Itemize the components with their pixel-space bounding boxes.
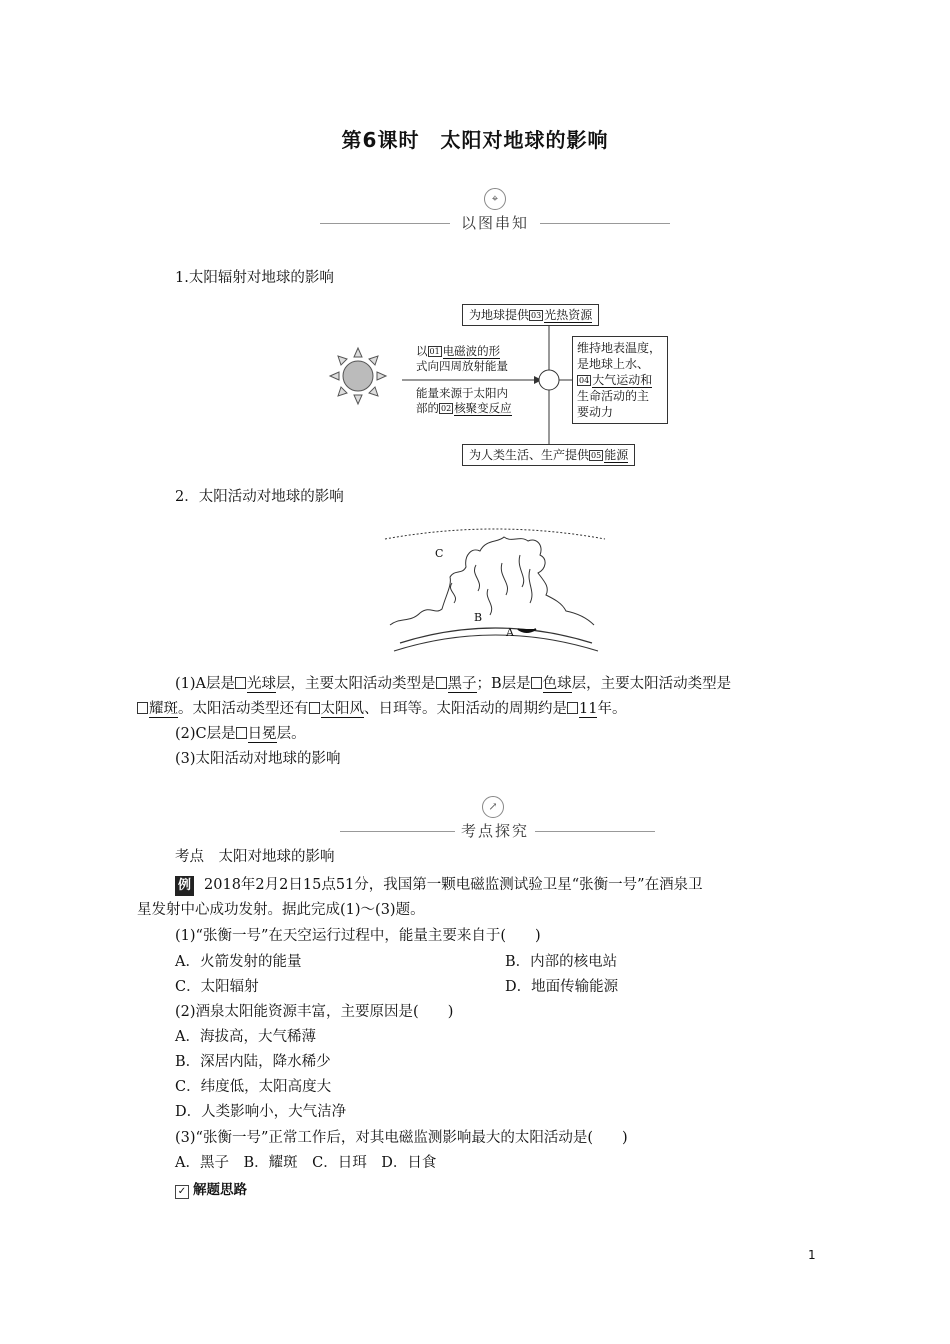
solar-radiation-diagram (320, 300, 660, 470)
item1-heading: 1.太阳辐射对地球的影响 (175, 270, 334, 286)
jieti-heading: ✓ 解题思路 (175, 1180, 247, 1200)
sun-icon (330, 348, 386, 404)
label-c: C (435, 547, 444, 560)
page-title: 第6课时 太阳对地球的影响 (341, 128, 609, 152)
option-1c: C．太阳辐射 (175, 979, 259, 995)
option-2b: B．深居内陆，降水稀少 (175, 1054, 331, 1070)
bottom-box: 为人类生活、生产提供 05 能源 (462, 444, 635, 466)
right-box: 维持地表温度， 是地球上水、 04 大气运动和 生命活动的主 要动力 (572, 336, 668, 424)
checkbox-icon: ✓ (175, 1185, 189, 1199)
option-2a: A．海拔高，大气稀薄 (175, 1029, 316, 1045)
option-1b: B．内部的核电站 (505, 954, 618, 970)
kaodian-heading: 考点 太阳对地球的影响 (175, 849, 335, 865)
section-header-1 (320, 192, 670, 240)
label-b: B (474, 611, 483, 624)
example-badge: 例 (175, 876, 194, 896)
option-2c: C．纬度低，太阳高度大 (175, 1079, 332, 1095)
top-box: 为地球提供 03 光热资源 (462, 304, 599, 326)
sub-question-3: (3)“张衡一号”正常工作后，对其电磁监测影响最大的太阳活动是( ) (175, 1130, 628, 1146)
label-a: A (506, 626, 514, 639)
q1-line2: 耀斑。太阳活动类型还有 太阳风、日珥等。太阳活动的周期约是 11年。 (137, 699, 626, 719)
section-label: 考点探究 (455, 822, 535, 840)
sub-question-2: (2)酒泉太阳能资源丰富，主要原因是( ) (175, 1004, 454, 1020)
q2-line: (2)C层是 日冕层。 (175, 726, 306, 742)
section-label: 以图串知 (455, 214, 535, 232)
location-pin-icon: ⌖ (484, 188, 506, 210)
section-header-2 (320, 800, 670, 848)
solar-atmosphere-diagram (380, 525, 610, 655)
q1-line1: (1)A层是 光球层，主要太阳活动类型是 黑子；B层是 色球层，主要太阳活动类型是 (175, 676, 732, 692)
trend-icon: ↗ (482, 796, 504, 818)
option-1d: D．地面传输能源 (505, 979, 619, 995)
option-2d: D．人类影响小，大气洁净 (175, 1104, 347, 1120)
example-line1: 例 2018年2月2日15点51分，我国第一颗电磁监测试验卫星“张衡一号”在酒泉卫 (175, 875, 703, 896)
sub-question-1: (1)“张衡一号”在天空运行过程中，能量主要来自于( ) (175, 928, 541, 944)
item2-heading: 2．太阳活动对地球的影响 (175, 489, 344, 505)
options-3: A．黑子 B．耀斑 C．日珥 D．日食 (175, 1155, 437, 1171)
solar-layers-figure (380, 525, 610, 655)
q3-line: (3)太阳活动对地球的影响 (175, 751, 341, 767)
example-line2: 星发射中心成功发射。据此完成(1)～(3)题。 (137, 902, 425, 918)
option-1a: A．火箭发射的能量 (175, 954, 302, 970)
arrow-caption-bottom: 能量来源于太阳内 部的 02 核聚变反应 (416, 386, 512, 415)
arrow-caption-top: 以 01 电磁波的形 式向四周放射能量 (416, 344, 508, 373)
page-number: 1 (808, 1248, 816, 1262)
